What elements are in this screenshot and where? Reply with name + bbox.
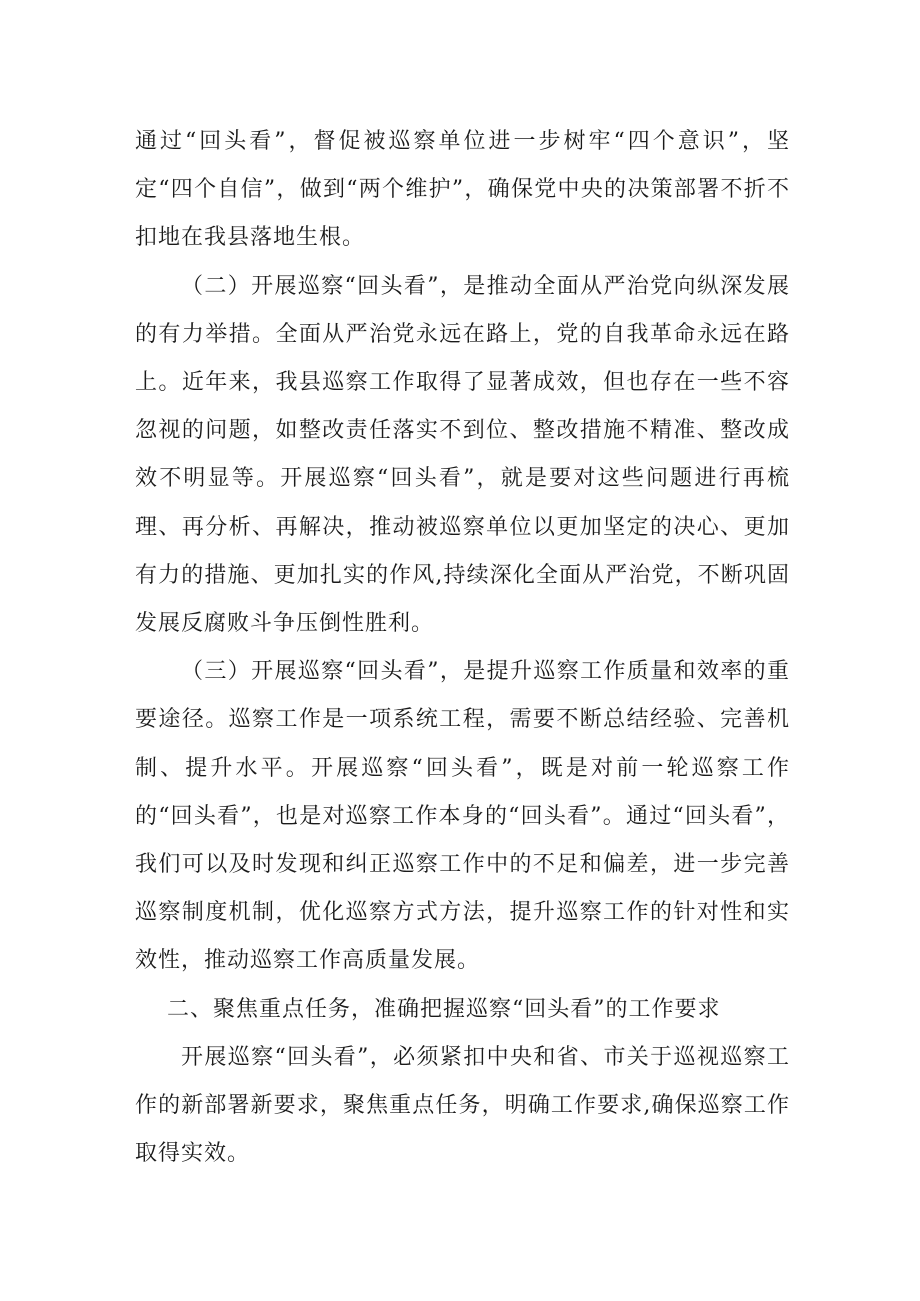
section-heading-two: 二、聚焦重点任务，准确把握巡察“回头看”的工作要求 bbox=[167, 996, 721, 1022]
paragraph-section-intro: 开展巡察“回头看”，必须紧扣中央和省、市关于巡视巡察工作的新部署新要求，聚焦重点任务，明确工作要求,确保巡察工作取得实效。 bbox=[135, 1044, 790, 1167]
document-body bbox=[135, 118, 790, 1178]
paragraph-point-two: （二）开展巡察“回头看”，是推动全面从严治党向纵深发展的有力举措。全面从严治党永远在路上，党的自我革命永远在路上。近年来，我县巡察工作取得了显著成效，但也存在一些不容忽视的问题，如整改责任落实不到位、整改措施不精准、整改成效不明显等。开展巡察“回头看”，就是要对这些问题进行再梳理、再分析、再解决，推动被巡察单位以更加坚定的决心、更加有力的措施、更加扎实的作风,持续深化全面从严治党，不断巩固发展反腐败斗争压倒性胜利。 bbox=[135, 273, 790, 637]
paragraph-continued: 通过“回头看”，督促被巡察单位进一步树牢“四个意识”，坚定“四个自信”，做到“两个维护”，确保党中央的决策部署不折不扣地在我县落地生根。 bbox=[135, 129, 790, 251]
paragraph-point-three: （三）开展巡察“回头看”，是提升巡察工作质量和效率的重要途径。巡察工作是一项系统工程，需要不断总结经验、完善机制、提升水平。开展巡察“回头看”，既是对前一轮巡察工作的“回头看”，也是对巡察工作本身的“回头看”。通过“回头看”，我们可以及时发现和纠正巡察工作中的不足和偏差，进一步完善巡察制度机制，优化巡察方式方法，提升巡察工作的针对性和实效性，推动巡察工作高质量发展。 bbox=[135, 659, 790, 974]
